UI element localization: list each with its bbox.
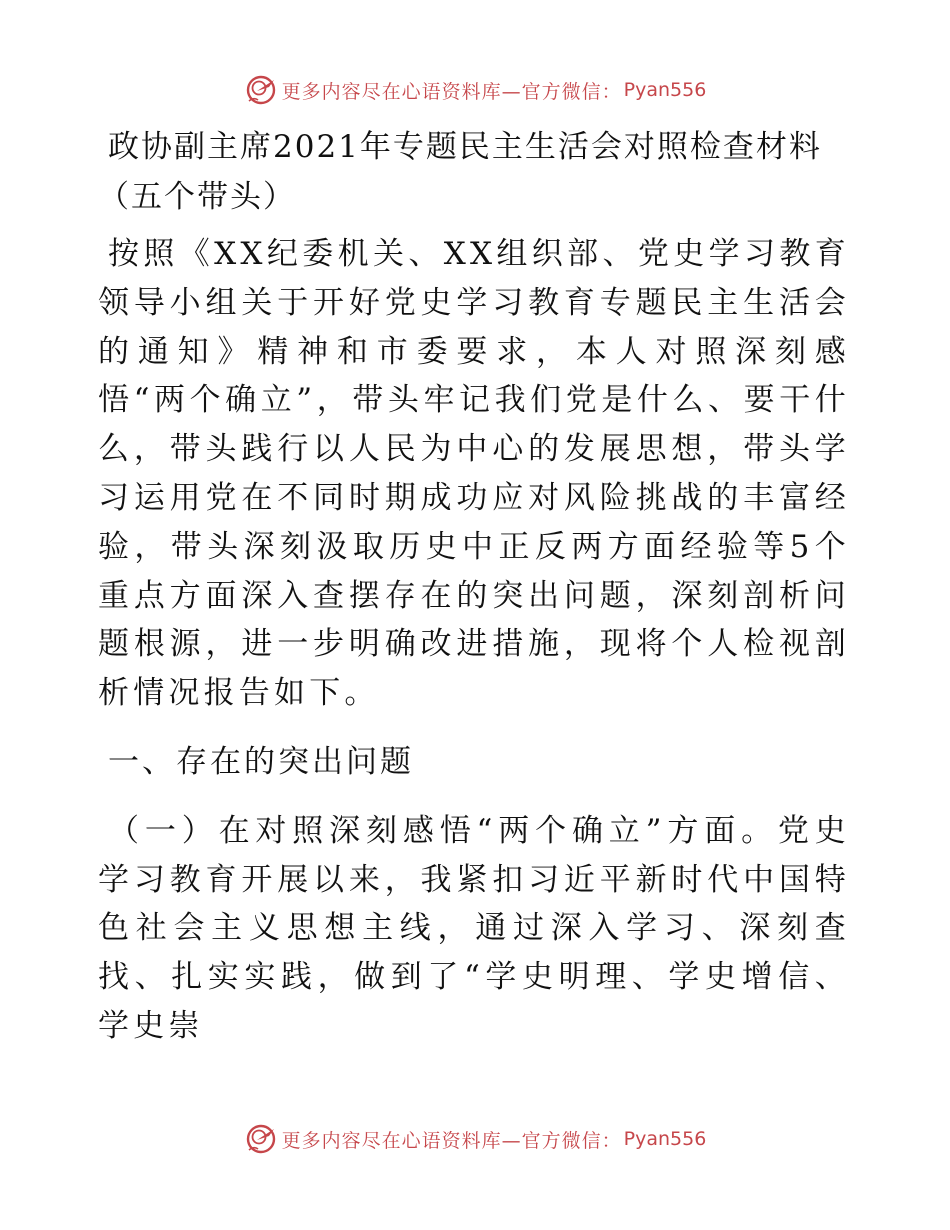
section-paragraph: （一）在对照深刻感悟“两个确立”方面。党史学习教育开展以来，我紧扣习近平新时代中国特色社会主义思想主线，通过深入学习、深刻查找、扎实实践，做到了“学史明理、学史增信、学史崇 [98, 812, 850, 1044]
document-body [98, 122, 850, 1051]
watermark-text: 更多内容尽在心语资料库—官方微信： [281, 80, 622, 103]
footer-watermark [0, 1119, 950, 1159]
watermark-wechat-id: Pyan556 [623, 1128, 707, 1150]
watermark-text: 更多内容尽在心语资料库—官方微信： [281, 1129, 622, 1152]
pen-logo-icon [244, 73, 278, 107]
pen-logo-icon [244, 1122, 278, 1156]
header-watermark [0, 70, 950, 110]
document-title: 政协副主席2021年专题民主生活会对照检查材料（五个带头） [98, 129, 822, 215]
intro-paragraph: 按照《XX纪委机关、XX组织部、党史学习教育领导小组关于开好党史学习教育专题民主生活会的通知》精神和市委要求，本人对照深刻感悟“两个确立”，带头牢记我们党是什么、要干什么，带头践行以人民为中心的发展思想，带头学习运用党在不同时期成功应对风险挑战的丰富经验，带头深刻汲取历史中正反两方面经验等5个重点方面深入查摆存在的突出问题，深刻剖析问题根源，进一步明确改进措施，现将个人检视剖析情况报告如下。 [98, 236, 850, 712]
watermark-wechat-id: Pyan556 [623, 79, 707, 101]
section-heading: 一、存在的突出问题 [108, 743, 414, 780]
